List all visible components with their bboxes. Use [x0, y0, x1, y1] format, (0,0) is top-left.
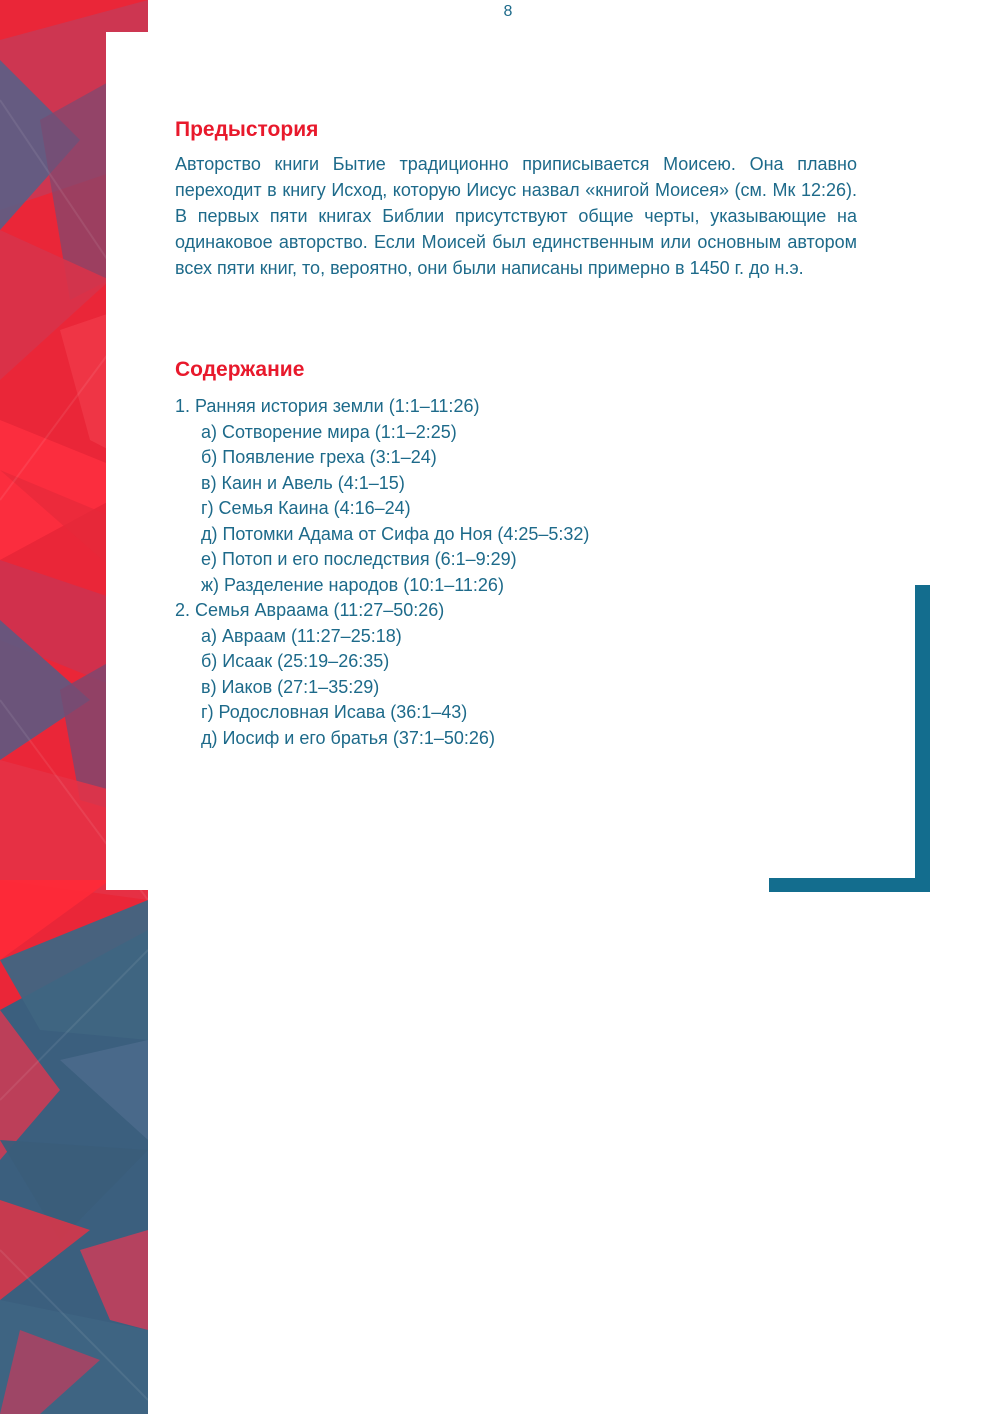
contents-subitem: г) Родословная Исава (36:1–43)	[201, 702, 468, 722]
contents-subitem: а) Сотворение мира (1:1–2:25)	[201, 421, 457, 442]
contents-item: 1. Ранняя история земли (1:1–11:26)	[175, 396, 480, 416]
contents-item: 2. Семья Авраама (11:27–50:26)	[175, 600, 445, 620]
contents-subitem: ж) Разделение народов (10:1–11:26)	[201, 574, 504, 595]
accent-bracket-horizontal	[769, 878, 930, 892]
section-heading-contents: Содержание	[175, 358, 305, 381]
contents-subitem: б) Исаак (25:19–26:35)	[201, 651, 390, 671]
contents-list	[175, 394, 589, 751]
contents-subitem: в) Иаков (27:1–35:29)	[201, 676, 380, 697]
accent-bracket-vertical	[915, 585, 930, 892]
contents-subitem: е) Потоп и его последствия (6:1–9:29)	[201, 549, 517, 569]
contents-subitem: д) Потомки Адама от Сифа до Ноя (4:25–5:32)	[201, 523, 590, 544]
page-number: 8	[503, 3, 513, 20]
section-heading-background: Предыстория	[175, 118, 319, 141]
contents-subitem: д) Иосиф и его братья (37:1–50:26)	[201, 727, 495, 748]
contents-subitem: в) Каин и Авель (4:1–15)	[201, 472, 405, 493]
page-notch	[106, 32, 166, 890]
contents-subitem: г) Семья Каина (4:16–24)	[201, 498, 411, 518]
contents-subitem: а) Авраам (11:27–25:18)	[201, 625, 402, 646]
background-paragraph: Авторство книги Бытие традиционно приписывается Моисею. Она плавно переходит в книгу Исход, которую Иисус назвал «книгой Моисея» (см. Мк 12:26). В первых пяти книгах Библии присутствуют общие черты, указывающие на одинаковое авторство. Если Моисей был единственным или основным автором всех пяти книг, то, вероятно, они были написаны примерно в 1450 г. до н.э.	[175, 154, 857, 278]
contents-subitem: б) Появление греха (3:1–24)	[201, 447, 437, 467]
